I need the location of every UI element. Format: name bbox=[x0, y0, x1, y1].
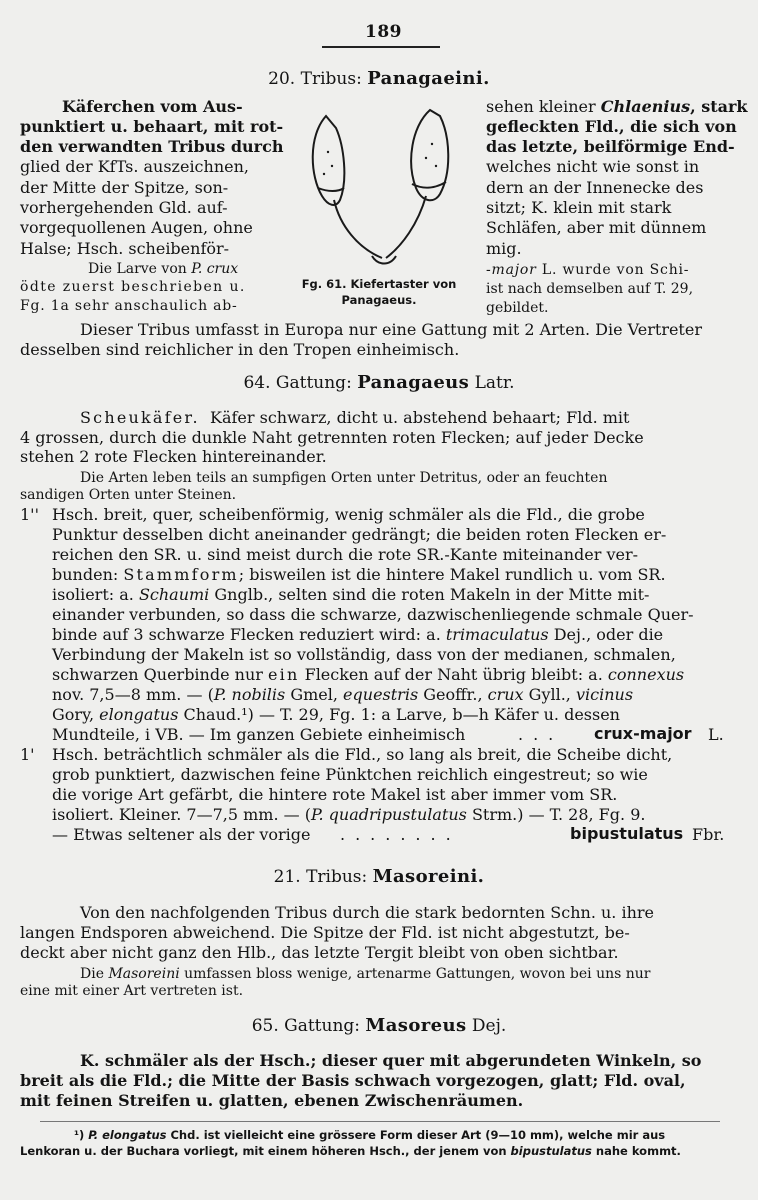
key1-marker: 1'' bbox=[20, 505, 39, 524]
nobilis-name: P. nobilis bbox=[213, 685, 286, 704]
trimaculatus-name: trimaculatus bbox=[445, 625, 549, 644]
species-crux-major-author: L. bbox=[708, 725, 724, 744]
footnote-line-2 bbox=[20, 1144, 681, 1159]
key1-text: bunden: bbox=[52, 565, 124, 584]
larve-line-1 bbox=[88, 261, 238, 278]
right-col-line-4: welches nicht wie sonst in bbox=[486, 157, 700, 176]
left-col-line-6: vorhergehenden Gld. auf- bbox=[20, 198, 228, 217]
right-col-line-6: sitzt; K. klein mit stark bbox=[486, 198, 672, 217]
stammform-label: Stammform bbox=[123, 565, 239, 584]
gattung-65-name: Masoreus bbox=[365, 1015, 467, 1036]
key1-text: Geoffr., bbox=[418, 685, 488, 704]
quadripustulatus-name: P. quadripustulatus bbox=[310, 805, 467, 824]
key1-text: schwarzen Querbinde nur bbox=[52, 665, 268, 684]
key1-text: Mundteile, i VB. — Im ganzen Gebiete einheimisch bbox=[52, 725, 466, 744]
gattung-64-author: Latr. bbox=[474, 373, 515, 393]
leader-dots: ........ bbox=[340, 825, 461, 844]
masoreini-small-text-2: umfassen bloss wenige, artenarme Gattungen, wovon bei uns nur bbox=[179, 966, 651, 982]
right-col-line-10: ist nach demselben auf T. 29, bbox=[486, 281, 694, 297]
tribus-20-name: Panagaeini. bbox=[367, 68, 490, 89]
masoreini-small-text: Die bbox=[80, 966, 109, 982]
connexus-name: connexus bbox=[607, 665, 685, 684]
major-name: -major bbox=[486, 262, 537, 278]
key1-line-9 bbox=[52, 665, 684, 684]
key1-text-2: Dej., oder die bbox=[548, 625, 664, 644]
left-col-line-8: Halse; Hsch. scheibenför- bbox=[20, 239, 230, 258]
tribus-summary-line-1: Dieser Tribus umfasst in Europa nur eine Gattung mit 2 Arten. Die Vertreter bbox=[80, 320, 702, 339]
left-palp-shaft bbox=[334, 200, 382, 258]
right-col-line-5: dern an der Innenecke des bbox=[486, 178, 704, 197]
right-col-line-8: mig. bbox=[486, 239, 522, 258]
masoreini-small-line-2: eine mit einer Art vertreten ist. bbox=[20, 983, 244, 999]
gattung-64-heading bbox=[0, 372, 758, 393]
tribus-20-heading bbox=[0, 68, 758, 89]
elongatus-name: elongatus bbox=[99, 705, 179, 724]
footnote-species: P. elongatus bbox=[88, 1128, 167, 1142]
key1-line-8: Verbindung der Makeln ist so vollständig, dass von der medianen, schmalen, bbox=[52, 645, 676, 664]
gattung-65-author: Dej. bbox=[471, 1016, 507, 1036]
right-palp-joint bbox=[412, 182, 446, 188]
right-col-line-11: gebildet. bbox=[486, 300, 549, 316]
right-col-line-1 bbox=[486, 97, 748, 116]
scheu-line-1 bbox=[80, 408, 629, 427]
key1-line-3: reichen den SR. u. sind meist durch die rote SR.-Kante miteinander ver- bbox=[52, 545, 639, 564]
gattung-64-name: Panagaeus bbox=[357, 372, 470, 393]
key1-dots bbox=[518, 725, 563, 744]
page-number: 189 bbox=[365, 22, 402, 42]
key1-line-4 bbox=[52, 565, 666, 584]
species-crux-major-name: crux-major bbox=[594, 724, 692, 743]
footnote-line-1 bbox=[74, 1128, 665, 1143]
right-palp-shaft bbox=[386, 196, 426, 258]
key1-text: isoliert: a. bbox=[52, 585, 139, 604]
vicinus-name: vicinus bbox=[575, 685, 634, 704]
left-palp-joint bbox=[318, 188, 344, 191]
footnote-marker: ¹) bbox=[74, 1128, 89, 1142]
larve-species: P. crux bbox=[191, 261, 239, 277]
key1-text: Gmel, bbox=[285, 685, 344, 704]
key1-line-2: Punktur desselben dicht aneinander gedrängt; die beiden roten Flecken er- bbox=[52, 525, 667, 544]
tribus-21-number: 21. Tribus: bbox=[273, 867, 368, 887]
key1-line-6: einander verbunden, so dass die schwarze, dazwischenliegende schmale Quer- bbox=[52, 605, 694, 624]
right-col-line-3: das letzte, beilförmige End- bbox=[486, 137, 735, 156]
key1-line-1: Hsch. breit, quer, scheibenförmig, wenig schmäler als die Fld., die grobe bbox=[52, 505, 645, 524]
species-bipustulatus: bipustulatus bbox=[570, 824, 684, 843]
arten-line-1: Die Arten leben teils an sumpfigen Orten unter Detritus, oder an feuchten bbox=[80, 470, 608, 486]
key1-text: Gory, bbox=[52, 705, 100, 724]
masoreini-line-2: langen Endsporen abweichend. Die Spitze der Fld. ist nicht abgestutzt, be- bbox=[20, 923, 630, 942]
key2-line-1: Hsch. beträchtlich schmäler als die Fld., so lang als breit, die Scheibe dicht, bbox=[52, 745, 673, 764]
tribus-summary-line-2: desselben sind reichlicher in den Tropen einheimisch. bbox=[20, 340, 460, 359]
schaumi-name: Schaumi bbox=[138, 585, 210, 604]
footnote-text: Chd. ist vielleicht eine grössere Form dieser Art (9—10 mm), welche mir aus bbox=[166, 1128, 666, 1142]
major-text: L. wurde von Schi- bbox=[536, 262, 690, 278]
scheu-line-3: stehen 2 rote Flecken hintereinander. bbox=[20, 447, 327, 466]
left-col-line-4: glied der KfTs. auszeichnen, bbox=[20, 157, 249, 176]
masoreus-line-2: breit als die Fld.; die Mitte der Basis schwach vorgezogen, glatt; Fld. oval, bbox=[20, 1071, 686, 1090]
key2-line-5: — Etwas seltener als der vorige bbox=[52, 825, 311, 844]
right-col-major-line bbox=[486, 262, 689, 279]
key1-text-2: Flecken auf der Naht übrig bleibt: a. bbox=[299, 665, 608, 684]
page-number-rule bbox=[322, 46, 440, 48]
leader-dots: ... bbox=[518, 725, 564, 744]
larve-line-2: ödte zuerst beschrieben u. bbox=[20, 279, 246, 295]
crux-name: crux bbox=[487, 685, 524, 704]
gattung-65-heading bbox=[0, 1015, 758, 1036]
key2-text-2: Strm.) — T. 28, Fg. 9. bbox=[466, 805, 646, 824]
key1-line-7 bbox=[52, 625, 663, 644]
figure-caption-line-1: Fg. 61. Kiefertaster von bbox=[301, 277, 457, 291]
right-col-text-2: , stark bbox=[690, 97, 748, 116]
larve-text: Die Larve von bbox=[88, 261, 192, 277]
left-col-line-5: der Mitte der Spitze, son- bbox=[20, 178, 229, 197]
gattung-65-number: 65. Gattung: bbox=[251, 1016, 361, 1036]
key2-text: isoliert. Kleiner. 7—7,5 mm. — ( bbox=[52, 805, 311, 824]
masoreini-line-1: Von den nachfolgenden Tribus durch die stark bedornten Schn. u. ihre bbox=[80, 903, 655, 922]
left-col-line-1: Käferchen vom Aus- bbox=[62, 97, 243, 116]
larve-line-3: Fg. 1a sehr anschaulich ab- bbox=[20, 298, 238, 314]
equestris-name: equestris bbox=[343, 685, 419, 704]
key2-line-3: die vorige Art gefärbt, die hintere rote Makel ist aber immer vom SR. bbox=[52, 785, 618, 804]
right-col-line-2: gefleckten Fld., die sich von bbox=[486, 117, 737, 136]
gattung-64-number: 64. Gattung: bbox=[243, 373, 352, 393]
masoreini-line-3: deckt aber nicht ganz den Hlb., das letzte Tergit bleibt von oben sichtbar. bbox=[20, 943, 619, 962]
species-bipustulatus-author: Fbr. bbox=[692, 825, 725, 844]
palp-figure bbox=[296, 96, 472, 276]
masoreus-line-3: mit feinen Streifen u. glatten, ebenen Zwischenräumen. bbox=[20, 1091, 524, 1110]
key2-marker: 1' bbox=[20, 745, 35, 764]
left-col-line-7: vorgequollenen Augen, ohne bbox=[20, 218, 253, 237]
key2-dots bbox=[340, 825, 461, 844]
scheu-text: Käfer schwarz, dicht u. abstehend behaart; Fld. mit bbox=[209, 408, 630, 427]
key1-text-2: Gnglb., selten sind die roten Makeln in der Mitte mit- bbox=[209, 585, 650, 604]
chlaenius-name: Chlaenius bbox=[600, 97, 691, 116]
key1-line-5 bbox=[52, 585, 649, 604]
right-col-line-7: Schläfen, aber mit dünnem bbox=[486, 218, 707, 237]
key1-text-2: Chaud.¹) — T. 29, Fg. 1: a Larve, b—h Käfer u. dessen bbox=[178, 705, 620, 724]
footnote-text: Lenkoran u. der Buchara vorliegt, mit einem höheren Hsch., der jenem von bbox=[20, 1144, 511, 1158]
left-col-line-2: punktiert u. behaart, mit rot- bbox=[20, 117, 284, 136]
arten-line-2: sandigen Orten unter Steinen. bbox=[20, 487, 237, 503]
masoreini-name: Masoreini bbox=[108, 966, 180, 982]
key1-line-11 bbox=[52, 705, 620, 724]
species-crux-major bbox=[594, 724, 692, 743]
figure-caption-line-2: Panagaeus. bbox=[341, 293, 417, 307]
key2-line-4 bbox=[52, 805, 645, 824]
ein-spaced: ein bbox=[268, 665, 300, 684]
left-col-line-3: den verwandten Tribus durch bbox=[20, 137, 284, 156]
key1-line-10 bbox=[52, 685, 633, 704]
scheu-common-name: Scheukäfer. bbox=[80, 408, 200, 427]
figure-caption bbox=[288, 276, 470, 308]
masoreus-line-1: K. schmäler als der Hsch.; dieser quer mit abgerundeten Winkeln, so bbox=[80, 1051, 702, 1070]
footnote-rule bbox=[40, 1121, 720, 1122]
key1-text: binde auf 3 schwarze Flecken reduziert wird: a. bbox=[52, 625, 446, 644]
masoreini-small-line-1 bbox=[80, 966, 650, 983]
footnote-text-2: nahe kommt. bbox=[591, 1144, 681, 1158]
key1-line-12 bbox=[52, 725, 465, 744]
key2-line-2: grob punktiert, dazwischen feine Pünktchen reichlich eingestreut; so wie bbox=[52, 765, 648, 784]
tribus-20-number: 20. Tribus: bbox=[268, 69, 362, 89]
right-col-text: sehen kleiner bbox=[486, 97, 601, 116]
tribus-21-heading bbox=[0, 866, 758, 887]
scheu-line-2: 4 grossen, durch die dunkle Naht getrennten roten Flecken; auf jeder Decke bbox=[20, 428, 644, 447]
palp-base bbox=[372, 256, 396, 264]
key1-text-2: ; bisweilen ist die hintere Makel rundlich u. vom SR. bbox=[238, 565, 666, 584]
footnote-species-2: bipustulatus bbox=[510, 1144, 592, 1158]
tribus-21-name: Masoreini. bbox=[372, 866, 485, 887]
key1-text: Gyll., bbox=[523, 685, 576, 704]
key1-text: nov. 7,5—8 mm. — ( bbox=[52, 685, 214, 704]
